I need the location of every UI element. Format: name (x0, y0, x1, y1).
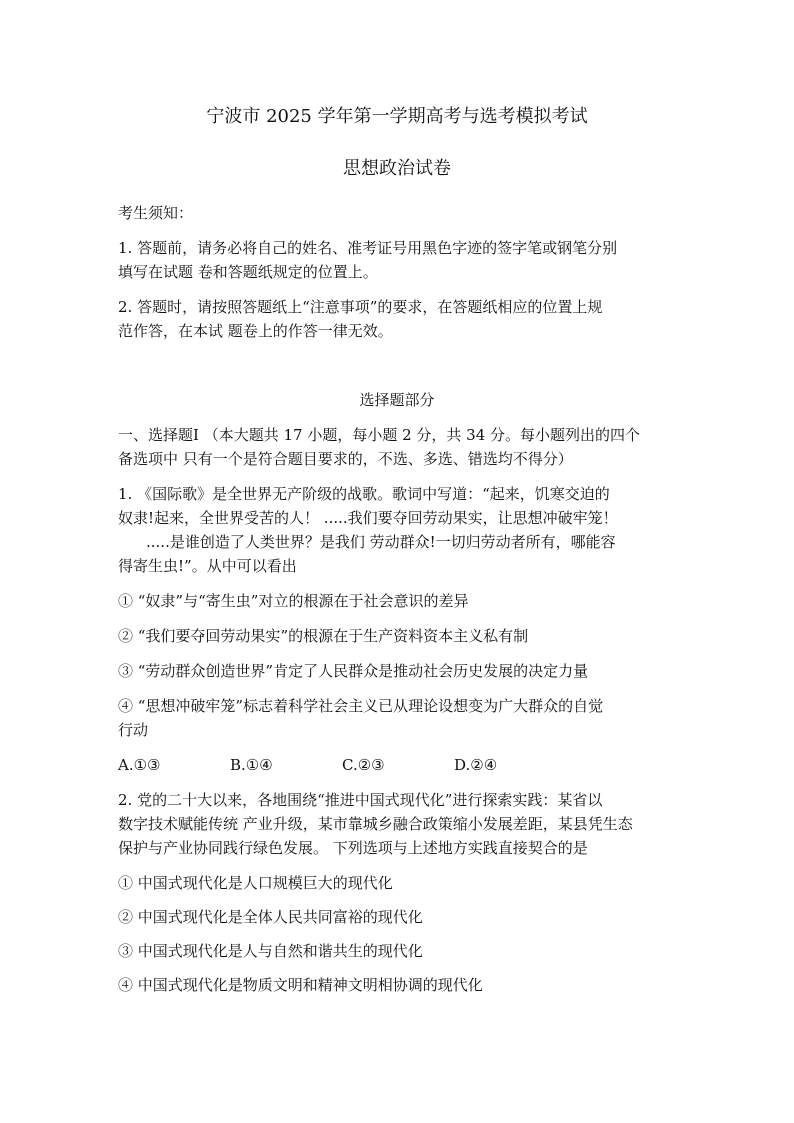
notice-item-2-line-1: 2. 答题时，请按照答题纸上“注意事项”的要求，在答题纸相应的位置上规 (118, 298, 603, 316)
exam-title: 宁波市 2025 学年第一学期高考与选考模拟考试 (206, 106, 588, 127)
question-1-choice-b: B.①④ (230, 756, 273, 774)
section-title: 选择题部分 (359, 391, 435, 409)
question-2-stem-line-3: 保护与产业协同践行绿色发展。 下列选项与上述地方实践直接契合的是 (118, 839, 588, 857)
question-1-stem-line-3: .....是谁创造了人类世界？是我们 劳动群众!一切归劳动者所有，哪能容 (146, 533, 616, 551)
question-2-stem-line-1: 2. 党的二十大以来，各地围绕“推进中国式现代化”进行探索实践：某省以 (118, 791, 603, 809)
question-1-option-4-cont: 行动 (118, 721, 149, 739)
question-2-stem-line-2: 数字技术赋能传统 产业升级，某市靠城乡融合政策缩小发展差距，某县凭生态 (118, 815, 633, 833)
question-1-option-2: ② “我们要夺回劳动果实”的根源在于生产资料资本主义私有制 (118, 627, 529, 645)
notice-item-1-line-1: 1. 答题前，请务必将自己的姓名、准考证号用黑色字迹的签字笔或钢笔分别 (118, 239, 618, 257)
question-2-option-3: ③ 中国式现代化是人与自然和谐共生的现代化 (118, 942, 423, 960)
question-2-option-2: ② 中国式现代化是全体人民共同富裕的现代化 (118, 908, 423, 926)
question-1-stem-line-2: 奴隶!起来，全世界受苦的人！ .....我们要夺回劳动果实，让思想冲破牢笼！ (118, 509, 618, 527)
question-1-stem-line-1: 1. 《国际歌》是全世界无产阶级的战歌。歌词中写道：“起来，饥寒交迫的 (118, 485, 610, 503)
question-1-choice-a: A.①③ (118, 756, 161, 774)
question-1-option-1: ① “奴隶”与“寄生虫”对立的根源在于社会意识的差异 (118, 592, 469, 610)
notice-item-1-line-2: 填写在试题 卷和答题纸规定的位置上。 (118, 263, 378, 281)
exam-subject: 思想政治试卷 (343, 158, 451, 179)
notice-heading: 考生须知： (118, 204, 194, 222)
notice-item-2-line-2: 范作答，在本试 题卷上的作答一律无效。 (118, 322, 393, 340)
section-instructions-line-2: 备选项中 只有一个是符合题目要求的，不选、多选、错选均不得分） (118, 450, 573, 468)
question-1-option-3: ③ “劳动群众创造世界”肯定了人民群众是推动社会历史发展的决定力量 (118, 662, 589, 680)
question-1-stem-line-4: 得寄生虫!”。从中可以看出 (118, 557, 297, 575)
question-1-choice-d: D.②④ (454, 756, 498, 774)
question-2-option-4: ④ 中国式现代化是物质文明和精神文明相协调的现代化 (118, 976, 483, 994)
question-1-choice-c: C.②③ (342, 756, 385, 774)
section-instructions-line-1: 一、选择题Ⅰ （本大题共 17 小题，每小题 2 分，共 34 分。每小题列出的四个 (118, 426, 641, 444)
question-1-option-4: ④ “思想冲破牢笼”标志着科学社会主义已从理论设想变为广大群众的自觉 (118, 697, 604, 715)
question-2-option-1: ① 中国式现代化是人口规模巨大的现代化 (118, 874, 393, 892)
